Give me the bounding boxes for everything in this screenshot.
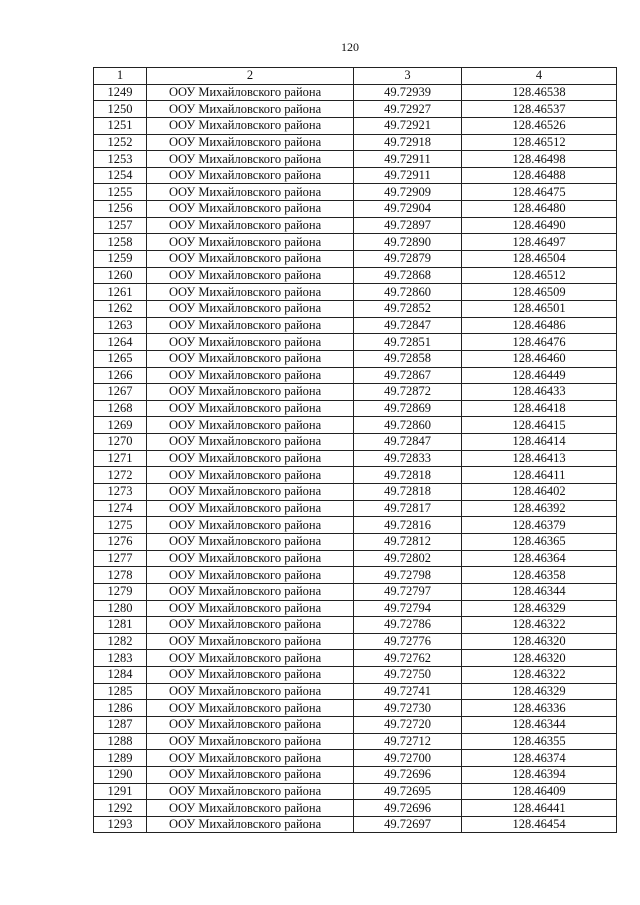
cell-latitude: 49.72852 (354, 300, 462, 317)
cell-longitude: 128.46414 (462, 434, 617, 451)
table-row (94, 650, 617, 667)
cell-longitude: 128.46501 (462, 300, 617, 317)
coordinates-table (93, 67, 617, 833)
cell-latitude: 49.72851 (354, 334, 462, 351)
table-row (94, 417, 617, 434)
cell-longitude: 128.46329 (462, 683, 617, 700)
cell-latitude: 49.72897 (354, 217, 462, 234)
cell-number: 1273 (94, 484, 147, 501)
cell-object-name: ООУ Михайловского района (147, 151, 354, 168)
cell-number: 1279 (94, 583, 147, 600)
cell-latitude: 49.72911 (354, 167, 462, 184)
cell-latitude: 49.72720 (354, 716, 462, 733)
cell-number: 1285 (94, 683, 147, 700)
cell-longitude: 128.46433 (462, 384, 617, 401)
cell-latitude: 49.72812 (354, 533, 462, 550)
cell-longitude: 128.46476 (462, 334, 617, 351)
cell-number: 1256 (94, 201, 147, 218)
table-header-row (94, 68, 617, 85)
cell-number: 1262 (94, 300, 147, 317)
cell-longitude: 128.46413 (462, 450, 617, 467)
cell-object-name: ООУ Михайловского района (147, 334, 354, 351)
cell-object-name: ООУ Михайловского района (147, 317, 354, 334)
cell-latitude: 49.72858 (354, 350, 462, 367)
cell-object-name: ООУ Михайловского района (147, 716, 354, 733)
table-row (94, 716, 617, 733)
cell-object-name: ООУ Михайловского района (147, 117, 354, 134)
cell-latitude: 49.72730 (354, 700, 462, 717)
cell-longitude: 128.46322 (462, 617, 617, 634)
cell-latitude: 49.72696 (354, 766, 462, 783)
table-row (94, 117, 617, 134)
cell-object-name: ООУ Михайловского района (147, 533, 354, 550)
cell-longitude: 128.46418 (462, 400, 617, 417)
cell-object-name: ООУ Михайловского района (147, 134, 354, 151)
cell-object-name: ООУ Михайловского района (147, 467, 354, 484)
cell-object-name: ООУ Михайловского района (147, 350, 354, 367)
cell-number: 1278 (94, 567, 147, 584)
table-row (94, 167, 617, 184)
cell-number: 1291 (94, 783, 147, 800)
cell-longitude: 128.46497 (462, 234, 617, 251)
cell-longitude: 128.46374 (462, 750, 617, 767)
table-row (94, 101, 617, 118)
table-row (94, 184, 617, 201)
cell-latitude: 49.72786 (354, 617, 462, 634)
cell-longitude: 128.46336 (462, 700, 617, 717)
cell-number: 1286 (94, 700, 147, 717)
cell-latitude: 49.72872 (354, 384, 462, 401)
table-row (94, 234, 617, 251)
cell-latitude: 49.72847 (354, 434, 462, 451)
cell-object-name: ООУ Михайловского района (147, 251, 354, 268)
cell-latitude: 49.72867 (354, 367, 462, 384)
cell-number: 1265 (94, 350, 147, 367)
cell-number: 1284 (94, 667, 147, 684)
cell-longitude: 128.46329 (462, 600, 617, 617)
cell-longitude: 128.46526 (462, 117, 617, 134)
cell-object-name: ООУ Михайловского района (147, 567, 354, 584)
cell-latitude: 49.72911 (354, 151, 462, 168)
cell-number: 1253 (94, 151, 147, 168)
cell-longitude: 128.46411 (462, 467, 617, 484)
table-row (94, 267, 617, 284)
table-row (94, 783, 617, 800)
cell-longitude: 128.46320 (462, 650, 617, 667)
table-row (94, 334, 617, 351)
cell-object-name: ООУ Михайловского района (147, 517, 354, 534)
cell-number: 1264 (94, 334, 147, 351)
cell-latitude: 49.72762 (354, 650, 462, 667)
cell-longitude: 128.46344 (462, 583, 617, 600)
cell-longitude: 128.46460 (462, 350, 617, 367)
table-row (94, 617, 617, 634)
cell-number: 1260 (94, 267, 147, 284)
cell-number: 1251 (94, 117, 147, 134)
cell-object-name: ООУ Михайловского района (147, 800, 354, 817)
cell-number: 1277 (94, 550, 147, 567)
cell-number: 1282 (94, 633, 147, 650)
cell-object-name: ООУ Михайловского района (147, 234, 354, 251)
cell-object-name: ООУ Михайловского района (147, 783, 354, 800)
cell-latitude: 49.72696 (354, 800, 462, 817)
cell-longitude: 128.46409 (462, 783, 617, 800)
table-row (94, 201, 617, 218)
table-row (94, 700, 617, 717)
cell-number: 1283 (94, 650, 147, 667)
cell-number: 1288 (94, 733, 147, 750)
table-row (94, 500, 617, 517)
cell-latitude: 49.72927 (354, 101, 462, 118)
table-row (94, 434, 617, 451)
cell-longitude: 128.46365 (462, 533, 617, 550)
cell-object-name: ООУ Михайловского района (147, 617, 354, 634)
cell-latitude: 49.72918 (354, 134, 462, 151)
table-row (94, 217, 617, 234)
cell-latitude: 49.72939 (354, 84, 462, 101)
cell-object-name: ООУ Михайловского района (147, 550, 354, 567)
cell-number: 1250 (94, 101, 147, 118)
cell-object-name: ООУ Михайловского района (147, 500, 354, 517)
cell-number: 1258 (94, 234, 147, 251)
table-row (94, 400, 617, 417)
cell-number: 1289 (94, 750, 147, 767)
cell-latitude: 49.72697 (354, 816, 462, 833)
cell-longitude: 128.46358 (462, 567, 617, 584)
table-row (94, 750, 617, 767)
table-row (94, 84, 617, 101)
cell-longitude: 128.46322 (462, 667, 617, 684)
cell-latitude: 49.72869 (354, 400, 462, 417)
cell-number: 1254 (94, 167, 147, 184)
cell-number: 1249 (94, 84, 147, 101)
cell-object-name: ООУ Михайловского района (147, 650, 354, 667)
table-row (94, 550, 617, 567)
cell-longitude: 128.46441 (462, 800, 617, 817)
cell-object-name: ООУ Михайловского района (147, 700, 354, 717)
cell-longitude: 128.46498 (462, 151, 617, 168)
cell-latitude: 49.72909 (354, 184, 462, 201)
cell-longitude: 128.46394 (462, 766, 617, 783)
page-number: 120 (341, 40, 359, 54)
cell-object-name: ООУ Михайловского района (147, 284, 354, 301)
cell-longitude: 128.46537 (462, 101, 617, 118)
cell-number: 1276 (94, 533, 147, 550)
cell-latitude: 49.72816 (354, 517, 462, 534)
table-row (94, 151, 617, 168)
cell-object-name: ООУ Михайловского района (147, 167, 354, 184)
table-row (94, 733, 617, 750)
cell-latitude: 49.72818 (354, 484, 462, 501)
table-body (94, 84, 617, 833)
cell-object-name: ООУ Михайловского района (147, 733, 354, 750)
table-row (94, 567, 617, 584)
cell-object-name: ООУ Михайловского района (147, 583, 354, 600)
cell-latitude: 49.72921 (354, 117, 462, 134)
column-header-1: 1 (94, 68, 147, 85)
cell-longitude: 128.46512 (462, 267, 617, 284)
cell-longitude: 128.46320 (462, 633, 617, 650)
cell-latitude: 49.72904 (354, 201, 462, 218)
table-row (94, 317, 617, 334)
cell-longitude: 128.46364 (462, 550, 617, 567)
cell-latitude: 49.72797 (354, 583, 462, 600)
table-row (94, 816, 617, 833)
cell-number: 1252 (94, 134, 147, 151)
cell-object-name: ООУ Михайловского района (147, 384, 354, 401)
cell-object-name: ООУ Михайловского района (147, 417, 354, 434)
cell-object-name: ООУ Михайловского района (147, 434, 354, 451)
cell-number: 1266 (94, 367, 147, 384)
cell-object-name: ООУ Михайловского района (147, 267, 354, 284)
cell-number: 1263 (94, 317, 147, 334)
cell-object-name: ООУ Михайловского района (147, 450, 354, 467)
cell-longitude: 128.46538 (462, 84, 617, 101)
cell-latitude: 49.72868 (354, 267, 462, 284)
table-row (94, 533, 617, 550)
cell-longitude: 128.46392 (462, 500, 617, 517)
table-row (94, 600, 617, 617)
table-row (94, 350, 617, 367)
cell-object-name: ООУ Михайловского района (147, 600, 354, 617)
cell-number: 1272 (94, 467, 147, 484)
cell-latitude: 49.72879 (354, 251, 462, 268)
table-row (94, 300, 617, 317)
cell-latitude: 49.72794 (354, 600, 462, 617)
cell-latitude: 49.72776 (354, 633, 462, 650)
table-row (94, 517, 617, 534)
cell-number: 1267 (94, 384, 147, 401)
cell-object-name: ООУ Михайловского района (147, 816, 354, 833)
cell-object-name: ООУ Михайловского района (147, 367, 354, 384)
cell-number: 1287 (94, 716, 147, 733)
cell-object-name: ООУ Михайловского района (147, 484, 354, 501)
cell-latitude: 49.72712 (354, 733, 462, 750)
cell-object-name: ООУ Михайловского района (147, 400, 354, 417)
cell-latitude: 49.72817 (354, 500, 462, 517)
cell-number: 1257 (94, 217, 147, 234)
cell-object-name: ООУ Михайловского района (147, 766, 354, 783)
table-row (94, 583, 617, 600)
cell-number: 1261 (94, 284, 147, 301)
cell-number: 1255 (94, 184, 147, 201)
cell-object-name: ООУ Михайловского района (147, 750, 354, 767)
cell-object-name: ООУ Михайловского района (147, 633, 354, 650)
cell-latitude: 49.72750 (354, 667, 462, 684)
cell-latitude: 49.72741 (354, 683, 462, 700)
cell-object-name: ООУ Михайловского района (147, 201, 354, 218)
cell-longitude: 128.46449 (462, 367, 617, 384)
cell-number: 1293 (94, 816, 147, 833)
table-row (94, 450, 617, 467)
cell-number: 1259 (94, 251, 147, 268)
table-row (94, 467, 617, 484)
cell-longitude: 128.46454 (462, 816, 617, 833)
cell-object-name: ООУ Михайловского района (147, 667, 354, 684)
cell-number: 1275 (94, 517, 147, 534)
cell-object-name: ООУ Михайловского района (147, 217, 354, 234)
cell-number: 1271 (94, 450, 147, 467)
cell-latitude: 49.72860 (354, 284, 462, 301)
cell-longitude: 128.46488 (462, 167, 617, 184)
cell-object-name: ООУ Михайловского района (147, 300, 354, 317)
cell-longitude: 128.46480 (462, 201, 617, 218)
cell-latitude: 49.72818 (354, 467, 462, 484)
column-header-2: 2 (147, 68, 354, 85)
cell-longitude: 128.46402 (462, 484, 617, 501)
cell-latitude: 49.72695 (354, 783, 462, 800)
cell-longitude: 128.46379 (462, 517, 617, 534)
cell-longitude: 128.46490 (462, 217, 617, 234)
cell-number: 1281 (94, 617, 147, 634)
cell-latitude: 49.72833 (354, 450, 462, 467)
cell-latitude: 49.72798 (354, 567, 462, 584)
cell-longitude: 128.46415 (462, 417, 617, 434)
cell-number: 1268 (94, 400, 147, 417)
table-row (94, 766, 617, 783)
cell-number: 1269 (94, 417, 147, 434)
table-row (94, 367, 617, 384)
cell-latitude: 49.72802 (354, 550, 462, 567)
cell-longitude: 128.46509 (462, 284, 617, 301)
cell-longitude: 128.46355 (462, 733, 617, 750)
cell-number: 1270 (94, 434, 147, 451)
cell-latitude: 49.72860 (354, 417, 462, 434)
cell-longitude: 128.46504 (462, 251, 617, 268)
table-row (94, 134, 617, 151)
cell-number: 1290 (94, 766, 147, 783)
cell-object-name: ООУ Михайловского района (147, 683, 354, 700)
cell-number: 1274 (94, 500, 147, 517)
cell-object-name: ООУ Михайловского района (147, 101, 354, 118)
table-row (94, 667, 617, 684)
column-header-4: 4 (462, 68, 617, 85)
cell-object-name: ООУ Михайловского района (147, 84, 354, 101)
cell-longitude: 128.46344 (462, 716, 617, 733)
cell-number: 1280 (94, 600, 147, 617)
cell-latitude: 49.72700 (354, 750, 462, 767)
table-row (94, 384, 617, 401)
cell-number: 1292 (94, 800, 147, 817)
cell-object-name: ООУ Михайловского района (147, 184, 354, 201)
column-header-3: 3 (354, 68, 462, 85)
cell-latitude: 49.72847 (354, 317, 462, 334)
table-row (94, 800, 617, 817)
cell-latitude: 49.72890 (354, 234, 462, 251)
table-row (94, 683, 617, 700)
cell-longitude: 128.46475 (462, 184, 617, 201)
table-row (94, 284, 617, 301)
cell-longitude: 128.46486 (462, 317, 617, 334)
table-row (94, 633, 617, 650)
table-row (94, 484, 617, 501)
table-row (94, 251, 617, 268)
cell-longitude: 128.46512 (462, 134, 617, 151)
